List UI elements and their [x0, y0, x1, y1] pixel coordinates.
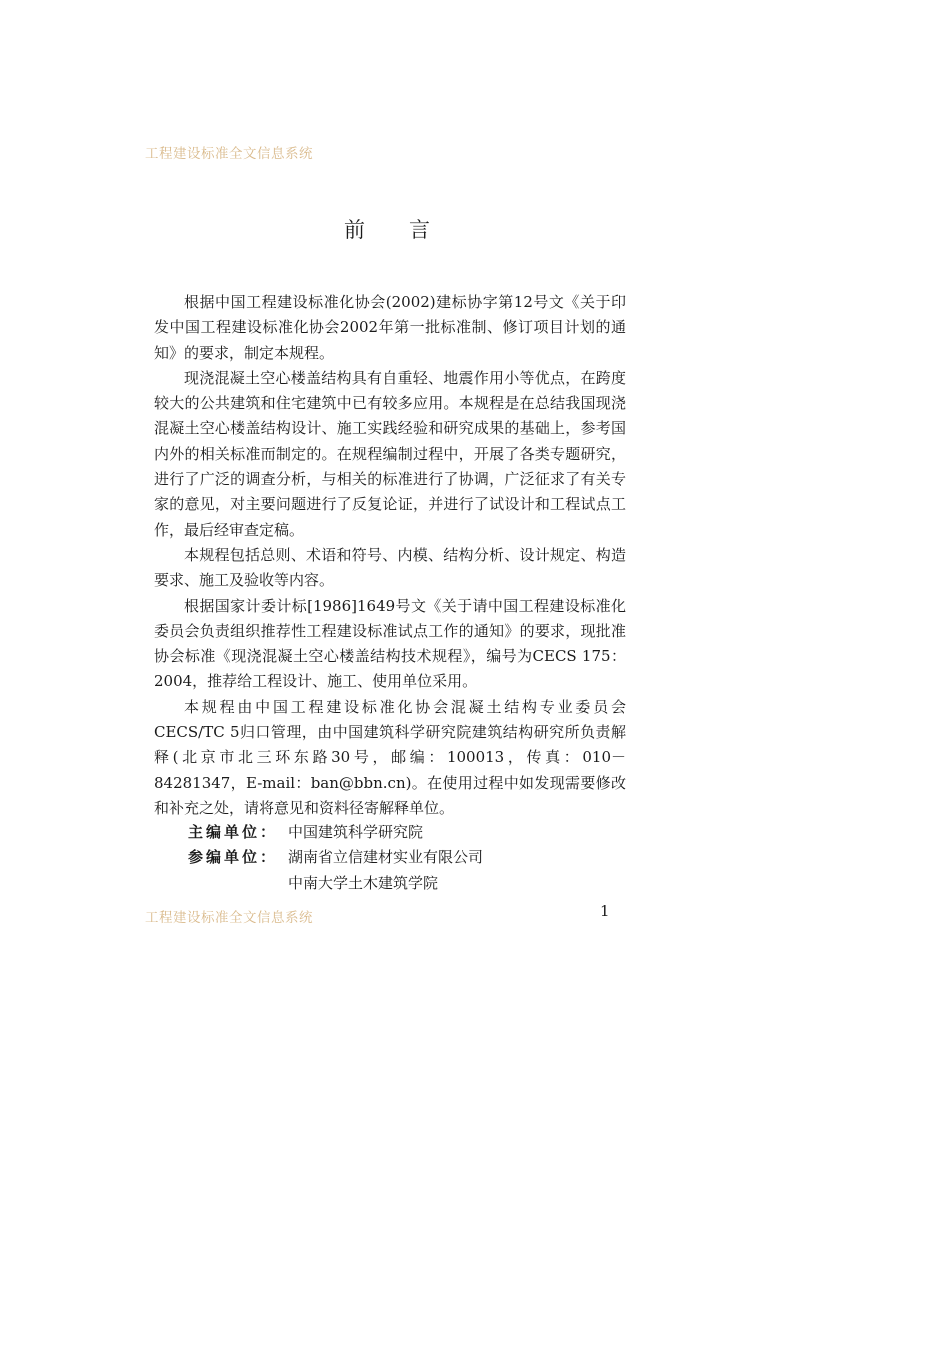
chief-unit-name: 中国建筑科学研究院	[288, 823, 424, 841]
page-title: 前言	[344, 218, 474, 242]
paragraph: 本规程包括总则、术语和符号、内模、结构分析、设计规定、构造要求、施工及验收等内容。	[154, 545, 626, 590]
paragraph: 现浇混凝土空心楼盖结构具有自重轻、地震作用小等优点，在跨度较大的公共建筑和住宅建筑中已有较多应用。本规程是在总结我国现浇混凝土空心楼盖结构设计、施工实践经验和研究成果的基础上，参考国内外的相关标准而制定的。在规程编制过程中，开展了各类专题研究，进行了广泛的调查分析，与相关的标准进行了协调，广泛征求了有关专家的意见，对主要问题进行了反复论证，并进行了试设计和工程试点工作，最后经审查定稿。	[154, 368, 626, 539]
paragraph: 本规程由中国工程建设标准化协会混凝土结构专业委员会CECS/TC 5归口管理，由中国建筑科学研究院建筑结构研究所负责解释(北京市北三环东路30号，邮编：100013，传真：010－84281347，E-mail：ban@bbn.cn)。在使用过程中如发现需要修改和补充之处，请将意见和资料径寄解释单位。	[154, 697, 626, 817]
watermark-bottom: 工程建设标准全文信息系统	[145, 910, 313, 926]
participant-unit-row	[188, 845, 483, 896]
participant-unit-name: 湖南省立信建材实业有限公司	[288, 848, 484, 867]
chief-unit-label: 主编单位：	[188, 823, 279, 841]
participant-unit-name: 中南大学土木建筑学院	[288, 873, 439, 892]
watermark-top: 工程建设标准全文信息系统	[145, 146, 313, 162]
page-number: 1	[600, 902, 610, 920]
paragraph: 根据国家计委计标[1986]1649号文《关于请中国工程建设标准化委员会负责组织推荐性工程建设标准试点工作的通知》的要求，现批准协会标准《现浇混凝土空心楼盖结构技术规程》，编号为CECS 175：2004，推荐给工程设计、施工、使用单位采用。	[154, 596, 626, 691]
chief-unit-row	[188, 820, 483, 845]
participant-unit-label: 参编单位：	[188, 848, 279, 867]
paragraph: 根据中国工程建设标准化协会(2002)建标协字第12号文《关于印发中国工程建设标准化协会2002年第一批标准制、修订项目计划的通知》的要求，制定本规程。	[154, 293, 626, 362]
preface-body	[154, 290, 626, 821]
editorial-units	[188, 820, 483, 896]
